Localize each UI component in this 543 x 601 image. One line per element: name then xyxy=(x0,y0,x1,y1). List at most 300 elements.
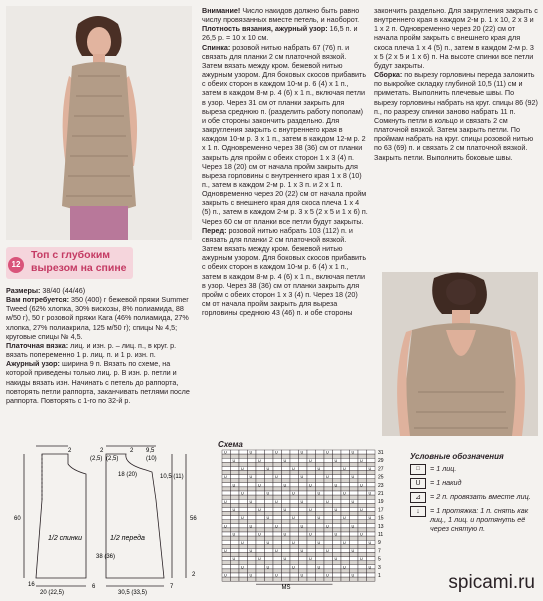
azh-label: Ажурный узор: xyxy=(6,359,60,369)
chart-cell xyxy=(282,540,291,544)
chart-symbol: U xyxy=(368,565,372,570)
chart-cell xyxy=(358,540,367,544)
chart-symbol: U xyxy=(351,573,355,578)
chart-symbol: U xyxy=(258,557,261,562)
chart-cell xyxy=(248,512,257,516)
chart-cell xyxy=(248,462,257,466)
chart-cell xyxy=(350,577,359,581)
chart-cell xyxy=(341,462,350,466)
chart-cell xyxy=(316,512,325,516)
chart-cell xyxy=(239,577,248,581)
chart-cell xyxy=(367,553,376,557)
chart-cell xyxy=(299,471,308,475)
dim-top-7: (10) xyxy=(146,456,157,462)
chart-symbol: U xyxy=(300,450,304,455)
chart-cell xyxy=(231,499,240,503)
chart-cell xyxy=(341,512,350,516)
chart-cell xyxy=(367,454,376,458)
chart-cell xyxy=(307,516,316,520)
chart-cell xyxy=(239,475,248,479)
chart-cell xyxy=(222,553,231,557)
dim-bottom-back: 20 (22,5) xyxy=(40,590,65,596)
chart-cell xyxy=(299,516,308,520)
chart-symbol: U xyxy=(249,549,253,553)
chart-symbol: U xyxy=(224,573,227,578)
chart-cell xyxy=(299,491,308,495)
chart-row-number: 27 xyxy=(378,466,384,473)
chart-cell xyxy=(341,475,350,479)
chart-cell xyxy=(316,475,325,479)
chart-symbol: U xyxy=(266,467,270,471)
chart-cell xyxy=(333,520,342,524)
chart-symbol: U xyxy=(343,540,346,545)
chart-cell xyxy=(358,499,367,503)
chart-cell xyxy=(273,454,282,458)
chart-cell xyxy=(222,458,231,462)
chart-cell xyxy=(282,573,291,577)
chart-cell xyxy=(231,544,240,548)
materials-label: Вам потребуется: xyxy=(6,295,70,305)
chart-cell xyxy=(367,458,376,462)
chart-row-number: 25 xyxy=(378,474,384,481)
chart-symbol: U xyxy=(334,532,338,537)
chart-cell xyxy=(316,483,325,487)
chart-cell xyxy=(256,499,265,503)
chart-cell xyxy=(324,569,333,573)
chart-cell xyxy=(333,495,342,499)
chart-cell xyxy=(248,528,257,532)
assembly-label: Сборка: xyxy=(374,70,403,80)
plat-paragraph xyxy=(6,341,194,359)
chart-cell xyxy=(248,458,257,462)
chart-cell xyxy=(256,462,265,466)
chart-cell xyxy=(350,569,359,573)
chart-cell xyxy=(299,483,308,487)
chart-cell xyxy=(222,557,231,561)
chart-cell xyxy=(358,491,367,495)
chart-cell xyxy=(341,487,350,491)
chart-symbol: U xyxy=(241,540,244,545)
chart-cell xyxy=(256,528,265,532)
chart-cell xyxy=(316,548,325,552)
chart-cell xyxy=(367,557,376,561)
chart-cell xyxy=(256,466,265,470)
chart-cell xyxy=(256,516,265,520)
chart-cell xyxy=(324,544,333,548)
legend xyxy=(410,452,538,533)
chart-cell xyxy=(239,471,248,475)
chart-cell xyxy=(307,524,316,528)
knit-symbol-icon: □ xyxy=(410,464,426,475)
chart-cell xyxy=(307,548,316,552)
front-label: Перед: xyxy=(202,225,227,235)
chart-cell xyxy=(333,499,342,503)
chart-cell xyxy=(248,569,257,573)
chart-symbol: U xyxy=(326,549,329,553)
chart-cell xyxy=(231,536,240,540)
chart-cell xyxy=(358,565,367,569)
chart-cell xyxy=(350,479,359,483)
chart-cell xyxy=(333,565,342,569)
chart-cell xyxy=(299,565,308,569)
chart-cell xyxy=(316,454,325,458)
chart-cell xyxy=(256,471,265,475)
chart-cell xyxy=(273,507,282,511)
chart-cell xyxy=(231,479,240,483)
chart-symbol: U xyxy=(241,516,244,521)
chart-cell xyxy=(341,577,350,581)
chart-cell xyxy=(299,503,308,507)
chart-row-number: 29 xyxy=(378,458,384,465)
chart-symbol: U xyxy=(232,458,236,463)
chart-cell xyxy=(282,495,291,499)
chart-cell xyxy=(290,454,299,458)
chart-cell xyxy=(231,454,240,458)
dim-bottom-front: 30,5 (33,5) xyxy=(118,590,148,596)
chart-symbol: U xyxy=(351,524,355,529)
chart-cell xyxy=(256,536,265,540)
chart-symbol: U xyxy=(351,475,355,480)
chart-cell xyxy=(350,471,359,475)
chart-cell xyxy=(231,553,240,557)
chart-cell xyxy=(273,536,282,540)
chart-row-number: 13 xyxy=(378,523,384,530)
dim-10-5: 10,5 (11) xyxy=(160,474,184,480)
chart-cell xyxy=(231,520,240,524)
chart-cell xyxy=(350,491,359,495)
chart-cell xyxy=(350,516,359,520)
chart-cell xyxy=(307,462,316,466)
chart-cell xyxy=(358,503,367,507)
chart-symbol: U xyxy=(360,483,363,488)
chart-cell xyxy=(248,557,257,561)
chart-symbol: U xyxy=(292,467,295,471)
chart-symbol: U xyxy=(283,557,287,562)
chart-cell xyxy=(256,553,265,557)
chart-cell xyxy=(333,536,342,540)
chart-symbol: U xyxy=(368,491,372,496)
chart-cell xyxy=(231,512,240,516)
chart-symbol: U xyxy=(249,499,253,504)
chart-cell xyxy=(273,471,282,475)
chart-cell xyxy=(299,458,308,462)
chart-symbol: U xyxy=(258,458,261,463)
chart-cell xyxy=(239,503,248,507)
chart-cell xyxy=(290,462,299,466)
chart-cell xyxy=(324,536,333,540)
chart-cell xyxy=(265,536,274,540)
chart-symbol: U xyxy=(300,524,304,529)
chart-cell xyxy=(290,503,299,507)
chart-symbol: U xyxy=(368,467,372,471)
chart-cell xyxy=(282,475,291,479)
chart-symbol: U xyxy=(326,450,329,455)
chart-cell xyxy=(256,577,265,581)
chart-cell xyxy=(341,458,350,462)
chart-cell xyxy=(248,561,257,565)
chart-symbol: U xyxy=(232,557,236,562)
chart-cell xyxy=(324,557,333,561)
chart-cell xyxy=(282,491,291,495)
dim-top-6: 9,5 xyxy=(146,448,155,454)
chart-cell xyxy=(307,528,316,532)
chart-cell xyxy=(367,499,376,503)
chart-cell xyxy=(256,540,265,544)
assembly-value: по вырезу горловины переда заложить по выкройке складку глубиной 10,5 (11) см и приметать. Выполнить плечевые швы. По вырезу горловины набрать на круг. спицы 86 (92) п., по разрезу спинки заново набрать 11 п. Сомкнуть петли в кольцо и связать 2 см платочной вязкой. Затем закрыть петли. По проймам набрать на круг. спицы розовой нитью по 63 (69) п. и связать 2 см платочной вязкой. Закрыть петли. Выполнить боковые швы. xyxy=(374,70,538,162)
chart-cell xyxy=(222,544,231,548)
chart-cell xyxy=(222,520,231,524)
column-3-text xyxy=(374,6,538,162)
density-paragraph xyxy=(202,24,368,42)
chart-cell xyxy=(307,577,316,581)
chart-symbol: U xyxy=(343,565,346,570)
column-1-text xyxy=(6,286,194,405)
chart-cell xyxy=(341,528,350,532)
chart-symbol: U xyxy=(258,483,261,488)
chart-symbol: U xyxy=(309,532,312,537)
chart-cell xyxy=(316,569,325,573)
chart-row-number: 15 xyxy=(378,515,384,522)
knitting-chart xyxy=(218,440,404,596)
chart-cell xyxy=(324,553,333,557)
chart-cell xyxy=(239,462,248,466)
legend-text-k2tog: = 2 п. провязать вместе лиц. xyxy=(430,492,531,501)
chart-cell xyxy=(265,548,274,552)
legend-text-knit: = 1 лиц. xyxy=(430,464,457,473)
chart-cell xyxy=(299,569,308,573)
chart-cell xyxy=(282,512,291,516)
chart-cell xyxy=(333,503,342,507)
chart-cell xyxy=(333,454,342,458)
chart-cell xyxy=(350,520,359,524)
chart-cell xyxy=(324,458,333,462)
chart-cell xyxy=(307,569,316,573)
chart-cell xyxy=(358,536,367,540)
materials-paragraph xyxy=(6,295,194,341)
chart-symbol: U xyxy=(275,450,278,455)
attention-label: Внимание! xyxy=(202,6,241,15)
chart-symbol: U xyxy=(266,565,270,570)
chart-cell xyxy=(248,532,257,536)
chart-cell xyxy=(367,561,376,565)
chart-symbol: U xyxy=(326,499,329,504)
chart-cell xyxy=(222,479,231,483)
chart-symbol: U xyxy=(309,483,312,488)
chart-cell xyxy=(307,495,316,499)
chart-cell xyxy=(316,479,325,483)
chart-cell xyxy=(273,462,282,466)
chart-cell xyxy=(316,557,325,561)
chart-cell xyxy=(265,512,274,516)
chart-cell xyxy=(358,471,367,475)
chart-symbol: U xyxy=(283,458,287,463)
chart-cell xyxy=(222,507,231,511)
chart-cell xyxy=(273,569,282,573)
model-title-line1: Топ с глубоким xyxy=(31,249,111,261)
chart-cell xyxy=(307,573,316,577)
chart-cell xyxy=(324,507,333,511)
chart-cell xyxy=(222,483,231,487)
chart-cell xyxy=(282,503,291,507)
chart-cell xyxy=(341,450,350,454)
chart-cell xyxy=(341,483,350,487)
chart-cell xyxy=(248,483,257,487)
chart-symbol: U xyxy=(249,573,253,578)
chart-symbol: U xyxy=(309,508,312,512)
chart-cell xyxy=(231,475,240,479)
chart-cell xyxy=(341,536,350,540)
chart-cell xyxy=(333,471,342,475)
chart-cell xyxy=(333,524,342,528)
chart-cell xyxy=(239,548,248,552)
chart-cell xyxy=(316,503,325,507)
chart-cell xyxy=(290,553,299,557)
chart-cell xyxy=(273,512,282,516)
chart-cell xyxy=(341,561,350,565)
sizes-paragraph xyxy=(6,286,194,295)
chart-cell xyxy=(333,475,342,479)
chart-cell xyxy=(324,491,333,495)
chart-cell xyxy=(316,507,325,511)
chart-cell xyxy=(222,466,231,470)
chart-symbol: U xyxy=(241,565,244,570)
azh-paragraph xyxy=(6,359,194,405)
chart-cell xyxy=(350,483,359,487)
chart-cell xyxy=(239,532,248,536)
chart-cell xyxy=(265,495,274,499)
chart-cell xyxy=(367,569,376,573)
chart-cell xyxy=(333,573,342,577)
chart-cell xyxy=(256,569,265,573)
chart-cell xyxy=(341,499,350,503)
chart-cell xyxy=(324,471,333,475)
chart-cell xyxy=(282,524,291,528)
chart-cell xyxy=(367,471,376,475)
chart-row-number: 17 xyxy=(378,507,384,514)
chart-cell xyxy=(282,499,291,503)
chart-cell xyxy=(358,512,367,516)
chart-row-number: 5 xyxy=(378,556,381,563)
chart-cell xyxy=(341,507,350,511)
chart-cell xyxy=(273,532,282,536)
chart-cell xyxy=(341,557,350,561)
legend-item-k2tog xyxy=(410,492,538,503)
chart-cell xyxy=(341,495,350,499)
chart-cell xyxy=(299,553,308,557)
chart-cell xyxy=(273,458,282,462)
chart-cell xyxy=(299,577,308,581)
chart-repeat-label: MS xyxy=(281,585,291,592)
chart-cell xyxy=(307,540,316,544)
chart-cell xyxy=(307,503,316,507)
chart-symbol: U xyxy=(283,532,287,537)
chart-cell xyxy=(248,520,257,524)
chart-cell xyxy=(367,503,376,507)
chart-cell xyxy=(256,450,265,454)
chart-cell xyxy=(350,536,359,540)
chart-cell xyxy=(290,536,299,540)
chart-cell xyxy=(316,471,325,475)
front-piece-label: 1/2 переда xyxy=(110,535,145,542)
chart-symbol: U xyxy=(334,458,338,463)
chart-cell xyxy=(324,512,333,516)
chart-cell xyxy=(316,528,325,532)
back-piece-outline xyxy=(36,454,86,578)
dim-7: 7 xyxy=(170,584,174,590)
chart-cell xyxy=(350,512,359,516)
chart-cell xyxy=(222,577,231,581)
chart-cell xyxy=(273,557,282,561)
chart-cell xyxy=(333,569,342,573)
chart-cell xyxy=(358,524,367,528)
chart-cell xyxy=(358,553,367,557)
chart-cell xyxy=(273,540,282,544)
chart-cell xyxy=(222,471,231,475)
chart-cell xyxy=(239,458,248,462)
chart-symbol: U xyxy=(317,491,321,496)
chart-cell xyxy=(222,565,231,569)
chart-cell xyxy=(299,540,308,544)
chart-cell xyxy=(324,462,333,466)
chart-cell xyxy=(341,524,350,528)
chart-symbol: U xyxy=(326,475,329,480)
plat-value: лиц. и изн. р. – лиц. п., в круг. р. вязать попеременно 1 р. лиц. п. и 1 р. изн. п. xyxy=(6,340,177,360)
chart-cell xyxy=(256,561,265,565)
chart-cell xyxy=(341,544,350,548)
chart-symbol: U xyxy=(241,491,244,496)
chart-cell xyxy=(265,471,274,475)
chart-symbol: U xyxy=(258,532,261,537)
chart-cell xyxy=(222,561,231,565)
chart-cell xyxy=(307,565,316,569)
chart-cell xyxy=(358,520,367,524)
chart-cell xyxy=(299,507,308,511)
chart-cell xyxy=(307,475,316,479)
chart-cell xyxy=(299,487,308,491)
chart-cell xyxy=(248,536,257,540)
chart-cell xyxy=(367,532,376,536)
chart-cell xyxy=(273,528,282,532)
chart-cell xyxy=(265,577,274,581)
chart-cell xyxy=(316,487,325,491)
chart-symbol: U xyxy=(292,540,295,545)
chart-cell xyxy=(282,536,291,540)
chart-cell xyxy=(282,520,291,524)
chart-cell xyxy=(316,458,325,462)
chart-cell xyxy=(222,536,231,540)
column-2-text xyxy=(202,6,368,317)
chart-symbol: U xyxy=(317,540,321,545)
chart-cell xyxy=(265,524,274,528)
chart-cell xyxy=(316,462,325,466)
chart-cell xyxy=(290,557,299,561)
chart-cell xyxy=(282,479,291,483)
chart-row-number: 3 xyxy=(378,564,381,571)
chart-cell xyxy=(324,520,333,524)
chart-cell xyxy=(273,520,282,524)
chart-cell xyxy=(231,540,240,544)
chart-cell xyxy=(341,548,350,552)
chart-cell xyxy=(350,528,359,532)
chart-cell xyxy=(282,577,291,581)
chart-symbol: U xyxy=(275,573,278,578)
chart-cell xyxy=(358,479,367,483)
chart-cell xyxy=(290,520,299,524)
chart-cell xyxy=(273,565,282,569)
chart-symbol: U xyxy=(232,508,236,512)
chart-cell xyxy=(367,475,376,479)
chart-cell xyxy=(231,573,240,577)
